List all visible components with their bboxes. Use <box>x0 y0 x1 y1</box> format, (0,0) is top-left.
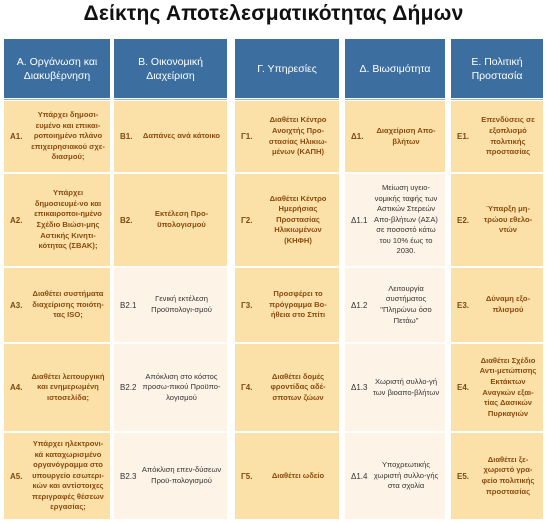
indicator-code: Ε1. <box>457 132 470 141</box>
indicator-text: Διαθέτει δομές φροντίδας αδέ-σποτων ζώων <box>270 371 326 402</box>
indicator-code: Γ3. <box>241 300 253 310</box>
indicator-text: Υπάρχει δημοσι-ευμένο και επικαι-ροποιημένο πλάνο επιχειρησιακού σχε-διασμού; <box>31 110 105 162</box>
indicator-code: Γ4. <box>241 383 253 392</box>
indicator-text: Διαθέτει λειτουργική και ενημερωμένη ιστοσελίδα; <box>31 371 105 402</box>
indicator-code: Ε5. <box>457 471 470 481</box>
indicator-row <box>4 344 110 431</box>
indicator-row <box>4 101 110 172</box>
indicator-code: Α2. <box>10 215 23 225</box>
indicator-code: Δ1.2 <box>351 300 368 310</box>
indicator-text: Χωριστή συλλο-γή των βιοαπο-βλήτων <box>372 376 440 397</box>
indicator-row <box>451 344 543 431</box>
column-4 <box>345 39 445 523</box>
column-1 <box>4 39 110 523</box>
indicator-text: Εκτέλεση Προ-ϋπολογισμού <box>154 209 209 229</box>
indicator-text: Προσφέρει το πρόγραμμα Βο-ήθεια στο Σπίτι <box>269 289 327 320</box>
indicator-row <box>4 174 110 266</box>
indicator-text: Λειτουργία συστήματος "Πληρώνω όσο Πετάω" <box>380 283 432 325</box>
indicator-row <box>345 344 445 431</box>
column-5 <box>451 39 543 523</box>
indicator-text: Υποχρεωτικής χωριστή συλλο-γής στα σχολία <box>373 460 439 491</box>
indicator-row <box>345 101 445 172</box>
column-header: Β. Οικονομική Διαχείριση <box>114 39 227 98</box>
indicator-text: Διαθέτει Σχέδιο Αντι-μετώπισης Εκτάκτων Αναγκών εξαι-τίας Δασικών Πυρκαγιών <box>479 355 537 418</box>
indicator-code: Γ2. <box>241 215 253 225</box>
column-header: Δ. Βιωσιμότητα <box>345 39 445 98</box>
indicator-row <box>4 433 110 519</box>
header-divider <box>235 99 339 100</box>
header-divider <box>345 99 445 100</box>
indicator-code: Δ1.4 <box>351 471 368 481</box>
column-header: Γ. Υπηρεσίες <box>235 39 339 98</box>
indicator-text: Διαθέτει Κέντρο Ημερήσιας Προστασίας Ηλικιωμένων (ΚΗΦΗ) <box>269 193 327 245</box>
indicator-code: Α5. <box>10 471 23 481</box>
indicator-row <box>235 101 339 172</box>
indicator-row <box>4 268 110 342</box>
indicator-text: Διαχείριση Απο-βλήτων <box>376 125 436 146</box>
indicator-row <box>114 433 227 519</box>
indicator-row <box>235 268 339 342</box>
indicator-code: Δ1.3 <box>351 383 368 392</box>
indicator-code: Β2. <box>120 215 133 225</box>
indicator-row <box>235 174 339 266</box>
indicator-row <box>235 344 339 431</box>
indicator-code: Α3. <box>10 300 23 310</box>
indicator-code: Β1. <box>120 132 133 141</box>
indicator-code: Δ1. <box>351 132 364 141</box>
indicator-code: Α1. <box>10 132 23 141</box>
header-divider <box>114 99 227 100</box>
indicator-text: Διαθέτει Κέντρο Ανοιχτής Προ-στασίας Ηλικιω-μένων (ΚΑΠΗ) <box>268 115 328 157</box>
indicator-text: Απόκλιση επεν-δύσεων Προϋ-πολογισμού <box>141 465 222 485</box>
indicator-code: Γ5. <box>241 471 253 481</box>
indicator-text: Διαθέτει συστήματα διαχείρισης ποιότη-τας ISO; <box>32 289 104 320</box>
indicator-row <box>345 433 445 519</box>
indicator-text: Γενική εκτέλεση Προϋπολογι-σμού <box>151 294 212 314</box>
indicator-code: Δ1.1 <box>351 215 368 225</box>
indicator-text: Ύπαρξη μη-τρώου εθελο-ντών <box>483 204 533 235</box>
indicator-code: Β2.3 <box>120 471 137 481</box>
column-header: Ε. Πολιτική Προστασία <box>451 39 543 98</box>
indicator-text: Δύναμη εξο-πλισμού <box>485 294 531 314</box>
column-header: Α. Οργάνωση και Διακυβέρνηση <box>4 39 110 98</box>
indicator-row <box>114 268 227 342</box>
indicator-code: Γ1. <box>241 132 253 141</box>
indicator-text: Επενδύσεις σε εξοπλισμό πολιτικής προστασίας <box>481 115 535 157</box>
indicator-code: Β2.2 <box>120 383 137 392</box>
indicator-row <box>114 101 227 172</box>
indicator-text: Μείωση υγειο-νομικής ταφής των Αστικών Στερεών Απο-βλήτων (ΑΣΑ) σε ποσοστό κάτω του 10% έως το 2030. <box>374 182 438 256</box>
indicator-row <box>451 268 543 342</box>
indicator-code: Ε3. <box>457 300 470 310</box>
indicator-row <box>451 101 543 172</box>
indicator-row <box>345 174 445 266</box>
indicator-code: Ε4. <box>457 383 470 392</box>
indicator-row <box>114 344 227 431</box>
indicator-text: Διαθέτει ξε-χωριστό γρα-φείο πολιτικής προστασίας <box>481 454 535 496</box>
indicator-text: Υπάρχει ηλεκτρονι-κά καταχωρισμένο οργανόγραμμα στο υπουργείο εσωτερι-κών και αντίστοιχες περιγραφές θέσεων εργασίας; <box>32 438 104 512</box>
header-divider <box>4 99 110 100</box>
indicator-row <box>451 174 543 266</box>
indicator-text: Διαθέτει ωδείο <box>271 470 325 480</box>
indicator-code: Ε2. <box>457 215 470 225</box>
column-3 <box>235 39 339 523</box>
indicator-row <box>235 433 339 519</box>
indicator-code: Β2.1 <box>120 300 137 310</box>
indicator-row <box>114 174 227 266</box>
indicator-row <box>451 433 543 519</box>
indicator-text: Δαπάνες ανά κάτοικο <box>142 131 221 141</box>
header-divider <box>451 99 543 100</box>
indicator-text: Απόκλιση στο κόστος προσω-πικού Προϋπο-λογισμού <box>142 371 221 402</box>
indicator-row <box>345 268 445 342</box>
page-title: Δείκτης Αποτελεσματικότητας Δήμων <box>83 2 464 25</box>
indicator-code: Α4. <box>10 383 23 392</box>
column-2 <box>114 39 227 523</box>
indicator-text: Υπάρχει δημοσιευμέ-νο και επικαιροποι-ημένο Σχέδιο Βιώσι-μης Αστικής Κινητι-κότητας (ΣΒΑΚ); <box>34 188 102 251</box>
